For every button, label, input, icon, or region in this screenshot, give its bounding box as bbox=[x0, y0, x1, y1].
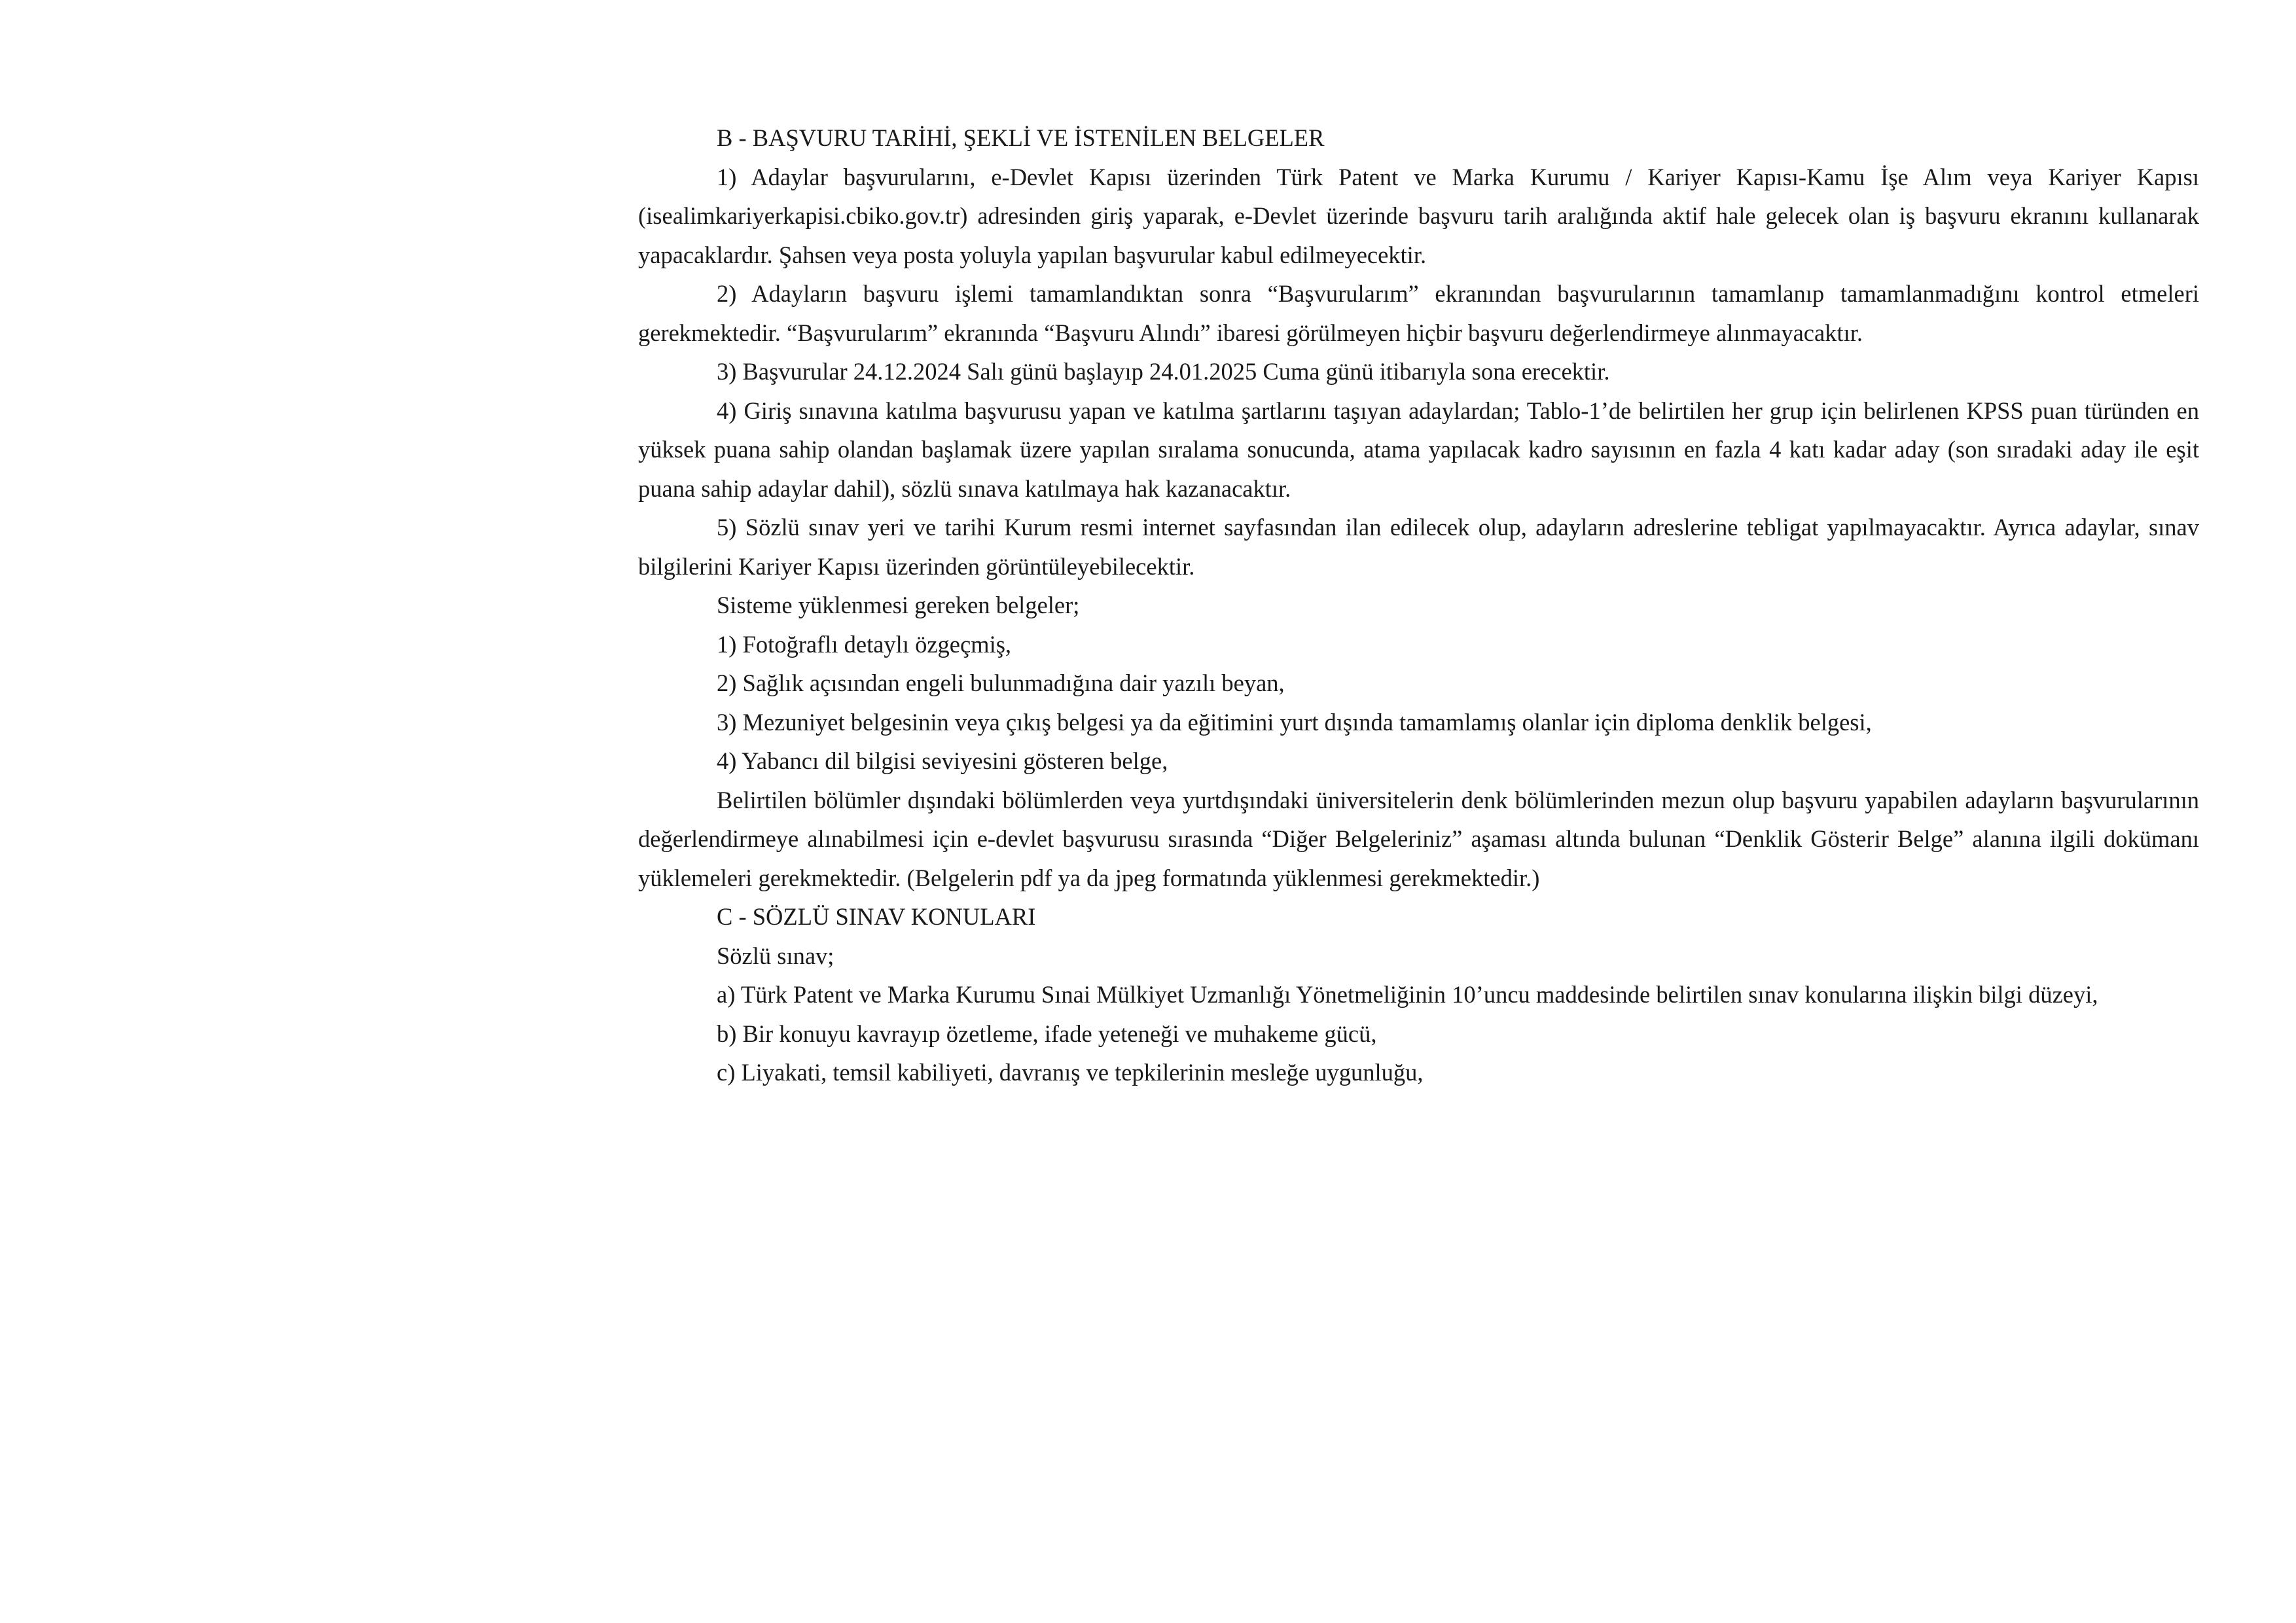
paragraph-b-3: 3) Başvurular 24.12.2024 Salı günü başlayıp 24.01.2025 Cuma günü itibarıyla sona erecektir. bbox=[717, 358, 1610, 385]
equivalence-note: Belirtilen bölümler dışındaki bölümlerden veya yurtdışındaki üniversitelerin denk bölümlerinden mezun olup başvuru yapabilen adayların başvurularının değerlendirmeye alınabilmesi için e-devlet başvurusu sırasında “Diğer Belgeleriniz” aşaması altında bulunan “Denklik Gösterir Belge” alanına ilgili dokümanı yüklemeleri gerekmektedir. (Belgelerin pdf ya da jpeg formatında yüklenmesi gerekmektedir.) bbox=[638, 786, 2199, 891]
paragraph-b-1: 1) Adaylar başvurularını, e-Devlet Kapısı üzerinden Türk Patent ve Marka Kurumu / Kariyer Kapısı-Kamu İşe Alım veya Kariyer Kapısı (isealimkariyerkapisi.cbiko.gov.tr) adresinden giriş yaparak, e-Devlet üzerinde başvuru tarih aralığında aktif hale gelecek olan iş başvuru ekranını kullanarak yapacaklardır. Şahsen veya posta yoluyla yapılan başvurular kabul edilmeyecektir. bbox=[638, 163, 2199, 268]
document-body bbox=[638, 118, 2199, 1092]
section-c-heading: C - SÖZLÜ SINAV KONULARI bbox=[717, 903, 1036, 930]
documents-intro: Sisteme yüklenmesi gereken belgeler; bbox=[717, 592, 1080, 618]
oral-exam-intro: Sözlü sınav; bbox=[717, 942, 834, 969]
documents-list-item: 3) Mezuniyet belgesinin veya çıkış belgesi ya da eğitimini yurt dışında tamamlamış olanlar için diploma denklik belgesi, bbox=[717, 708, 1872, 736]
oral-exam-topic: c) Liyakati, temsil kabiliyeti, davranış ve tepkilerinin mesleğe uygunluğu, bbox=[717, 1059, 1424, 1086]
oral-exam-topic: a) Türk Patent ve Marka Kurumu Sınai Mülkiyet Uzmanlığı Yönetmeliğinin 10’uncu maddesinde belirtilen sınav konularına ilişkin bilgi düzeyi, bbox=[717, 981, 2098, 1008]
paragraph-b-5: 5) Sözlü sınav yeri ve tarihi Kurum resmi internet sayfasından ilan edilecek olup, adayların adreslerine tebligat yapılmayacaktır. Ayrıca adaylar, sınav bilgilerini Kariyer Kapısı üzerinden görüntüleyebilecektir. bbox=[638, 514, 2199, 580]
section-b-heading: B - BAŞVURU TARİHİ, ŞEKLİ VE İSTENİLEN BELGELER bbox=[717, 124, 1325, 151]
documents-list-item: 2) Sağlık açısından engeli bulunmadığına dair yazılı beyan, bbox=[717, 669, 1285, 696]
paragraph-b-4: 4) Giriş sınavına katılma başvurusu yapan ve katılma şartlarını taşıyan adaylardan; Tablo-1’de belirtilen her grup için belirlenen KPSS puan türünden en yüksek puana sahip olandan başlamak üzere yapılan sıralama sonucunda, atama yapılacak kadro sayısının en fazla 4 katı kadar aday (son sıradaki aday ile eşit puana sahip adaylar dahil), sözlü sınava katılmaya hak kazanacaktır. bbox=[638, 397, 2199, 502]
documents-list-item: 4) Yabancı dil bilgisi seviyesini gösteren belge, bbox=[717, 747, 1168, 774]
paragraph-b-2: 2) Adayların başvuru işlemi tamamlandıktan sonra “Başvurularım” ekranından başvurularının tamamlanıp tamamlanmadığını kontrol etmeleri gerekmektedir. “Başvurularım” ekranında “Başvuru Alındı” ibaresi görülmeyen hiçbir başvuru değerlendirmeye alınmayacaktır. bbox=[638, 280, 2199, 346]
oral-exam-topic: b) Bir konuyu kavrayıp özetleme, ifade yeteneği ve muhakeme gücü, bbox=[717, 1020, 1377, 1047]
documents-list-item: 1) Fotoğraflı detaylı özgeçmiş, bbox=[717, 630, 1012, 658]
